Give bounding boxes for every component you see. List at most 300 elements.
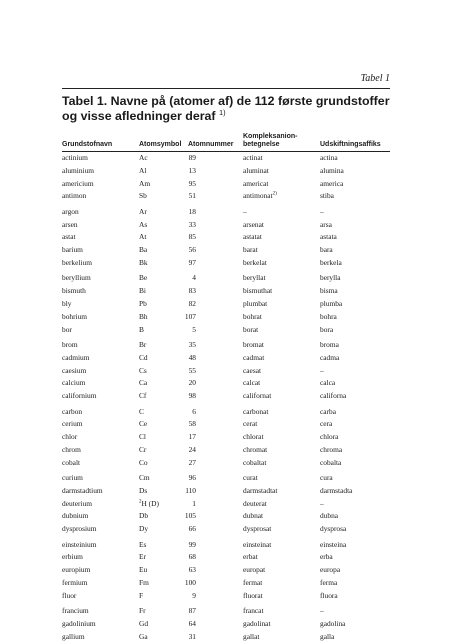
element-symbol-text: Eu [139, 565, 148, 575]
table-row [62, 485, 392, 498]
element-name: chrom [62, 444, 81, 454]
element-name: fermium [62, 578, 88, 588]
element-symbol [139, 390, 146, 403]
complex-anion-name [243, 551, 258, 564]
substitution-prefix: darmstadta [320, 485, 353, 495]
complex-anion-text: borat [243, 324, 259, 334]
table-row [62, 551, 392, 564]
atomic-number: 4 [192, 273, 196, 283]
element-name: carbon [62, 406, 83, 416]
element-symbol-text: Cs [139, 365, 147, 375]
complex-anion-name [243, 152, 263, 165]
complex-anion-name [243, 564, 265, 577]
substitution-prefix: alumina [320, 165, 344, 175]
substitution-prefix: america [320, 178, 344, 188]
element-symbol-text: Er [139, 552, 146, 562]
element-symbol-text: Ca [139, 378, 148, 388]
element-symbol-text: Be [139, 273, 148, 283]
element-name: brom [62, 339, 78, 349]
atomic-number: 56 [188, 245, 196, 255]
complex-anion-name [243, 257, 267, 270]
footnote-mark: 2) [272, 191, 277, 197]
element-name: dubnium [62, 511, 89, 521]
complex-anion-name [243, 298, 267, 311]
complex-anion-name [243, 418, 257, 431]
element-symbol [139, 206, 147, 219]
element-name: einsteinium [62, 539, 97, 549]
element-symbol [139, 444, 146, 457]
complex-anion-name [243, 219, 264, 232]
complex-anion-name [243, 577, 262, 590]
element-name: caesium [62, 365, 87, 375]
element-symbol [139, 165, 146, 178]
complex-anion-name [243, 377, 260, 390]
substitution-prefix: bohra [320, 311, 337, 321]
element-symbol-text: Ce [139, 419, 148, 429]
atomic-number: 6 [192, 406, 196, 416]
element-symbol [139, 551, 146, 564]
substitution-prefix: – [320, 606, 324, 616]
substitution-prefix: dysprosa [320, 524, 347, 534]
table-row [62, 165, 392, 178]
table-header [62, 128, 392, 150]
element-symbol [139, 631, 148, 644]
atomic-number: 1 [192, 498, 196, 508]
element-name: curium [62, 473, 83, 483]
substitution-prefix: berylla [320, 273, 341, 283]
atomic-number: 63 [188, 565, 196, 575]
table-row [62, 377, 392, 390]
complex-anion-text: cobaltat [243, 457, 267, 467]
complex-anion-text: antimonat [243, 191, 273, 201]
element-symbol [139, 618, 148, 631]
complex-anion-name [243, 590, 263, 603]
atomic-number: 68 [188, 552, 196, 562]
substitution-prefix: galla [320, 631, 335, 641]
element-symbol-text: Bh [139, 311, 148, 321]
element-symbol-text: Bi [139, 286, 146, 296]
complex-anion-name [243, 178, 268, 191]
element-symbol [139, 365, 147, 378]
table-row [62, 539, 392, 552]
table-title-text: Tabel 1. Navne på (atomer af) de 112 første grundstoffer og visse afledninger deraf [62, 94, 390, 123]
table-row [62, 510, 392, 523]
table-row [62, 605, 392, 618]
atomic-number: 89 [188, 153, 196, 162]
complex-anion-text: cadmat [243, 352, 265, 362]
element-name: berkelium [62, 257, 92, 267]
complex-anion-text: bismuthat [243, 286, 273, 296]
complex-anion-name [243, 244, 258, 257]
substitution-prefix: stiba [320, 191, 334, 201]
complex-anion-text: chromat [243, 444, 268, 454]
complex-anion-name [243, 510, 263, 523]
element-symbol [139, 285, 146, 298]
substitution-prefix: – [320, 365, 324, 375]
element-symbol-text: Ds [139, 485, 148, 495]
element-symbol-text: Co [139, 457, 148, 467]
atomic-number: 18 [188, 206, 196, 216]
substitution-prefix: gadolina [320, 619, 346, 629]
table-row [62, 444, 392, 457]
element-symbol-text: Fm [139, 578, 149, 588]
element-symbol-text: Cd [139, 352, 148, 362]
atomic-number: 31 [188, 631, 196, 641]
complex-anion-name [243, 444, 267, 457]
table-row [62, 472, 392, 485]
element-symbol-text: Pb [139, 298, 147, 308]
element-symbol [139, 190, 147, 203]
element-name: beryllium [62, 273, 91, 283]
complex-anion-name [243, 498, 267, 511]
complex-anion-name [243, 324, 258, 337]
complex-anion-text: fluorat [243, 590, 263, 600]
complex-anion-text: – [243, 206, 247, 216]
substitution-prefix: europa [320, 565, 341, 575]
element-symbol-text: F [139, 590, 144, 600]
element-name: fluor [62, 590, 77, 600]
atomic-number: 27 [188, 457, 196, 467]
table-row [62, 206, 392, 219]
isotope-mass: 2 [139, 499, 142, 505]
element-symbol [139, 377, 147, 390]
element-name: bohrium [62, 311, 88, 321]
complex-anion-text: americat [243, 178, 269, 188]
complex-anion-name [243, 231, 262, 244]
table-row [62, 498, 392, 511]
atomic-number: 35 [188, 339, 196, 349]
complex-anion-text: fermat [243, 578, 263, 588]
element-name: barium [62, 245, 83, 255]
element-symbol-text: Cr [139, 444, 147, 454]
element-symbol [139, 257, 148, 270]
element-symbol [139, 406, 144, 419]
substitution-prefix: actina [320, 153, 338, 162]
table-row [62, 577, 392, 590]
title-footnote-mark: 1) [219, 107, 226, 117]
complex-anion-text: dysprosat [243, 524, 272, 534]
complex-anion-text: cerat [243, 419, 258, 429]
element-name: cadmium [62, 352, 90, 362]
atomic-number: 66 [188, 524, 196, 534]
table-row [62, 324, 392, 337]
table-row [62, 257, 392, 270]
complex-anion-text: chlorat [243, 432, 264, 442]
substitution-prefix: fluora [320, 590, 338, 600]
element-name: actinium [62, 153, 88, 162]
atomic-number: 64 [188, 619, 196, 629]
substitution-prefix: astata [320, 232, 337, 242]
element-symbol [139, 431, 146, 444]
table-row [62, 564, 392, 577]
element-symbol [139, 590, 143, 603]
substitution-prefix: broma [320, 339, 339, 349]
complex-anion-name [243, 618, 271, 631]
element-symbol-text: Am [139, 178, 151, 188]
element-symbol [139, 510, 148, 523]
element-symbol-text: Cm [139, 473, 150, 483]
element-symbol [139, 352, 148, 365]
element-symbol [139, 539, 146, 552]
element-symbol [139, 605, 146, 618]
atomic-number: 83 [188, 286, 196, 296]
table-row [62, 272, 392, 285]
element-symbol [139, 298, 147, 311]
complex-anion-name [243, 457, 266, 470]
atomic-number: 17 [188, 432, 196, 442]
complex-anion-name [243, 631, 259, 644]
element-symbol-text: Dy [139, 524, 149, 534]
atomic-number: 110 [185, 485, 196, 495]
complex-anion-text: gallat [243, 631, 260, 641]
atomic-number: 97 [188, 257, 196, 267]
complex-anion-name [243, 485, 277, 498]
substitution-prefix: carba [320, 406, 336, 416]
complex-anion-name [243, 352, 264, 365]
element-symbol [139, 472, 150, 485]
atomic-number: 51 [188, 191, 196, 201]
complex-anion-text: darmstadtat [243, 485, 278, 495]
substitution-prefix: dubna [320, 511, 339, 521]
complex-anion-name [243, 472, 258, 485]
complex-anion-text: barat [243, 245, 258, 255]
element-symbol-text: As [139, 219, 148, 229]
complex-anion-text: curat [243, 473, 258, 483]
substitution-prefix: bora [320, 324, 334, 334]
substitution-prefix: erba [320, 552, 333, 562]
element-symbol-text: Fr [139, 606, 146, 616]
table-row [62, 244, 392, 257]
element-symbol [139, 178, 150, 191]
table-row [62, 590, 392, 603]
table-row [62, 178, 392, 191]
element-name: francium [62, 606, 89, 616]
element-name: americium [62, 178, 94, 188]
complex-anion-text: einsteinat [243, 539, 272, 549]
element-name: antimon [62, 191, 87, 201]
element-symbol [139, 523, 148, 536]
substitution-prefix: – [320, 498, 324, 508]
complex-anion-name [243, 165, 269, 178]
element-symbol [139, 244, 147, 257]
complex-anion-text: arsenat [243, 219, 264, 229]
table-title [62, 94, 392, 124]
complex-anion-text: berkelat [243, 257, 267, 267]
substitution-prefix: cera [320, 419, 333, 429]
complex-anion-name [243, 390, 271, 403]
complex-anion-name [243, 539, 271, 552]
atomic-number: 98 [188, 391, 196, 401]
complex-anion-text: bromat [243, 339, 264, 349]
substitution-prefix: arsa [320, 219, 332, 229]
substitution-prefix: einsteina [320, 539, 347, 549]
atomic-number: 85 [188, 232, 196, 242]
substitution-prefix: – [320, 206, 324, 216]
element-name: aluminium [62, 165, 95, 175]
element-name: arsen [62, 219, 78, 229]
complex-anion-text: actinat [243, 153, 263, 162]
substitution-prefix: cobalta [320, 457, 342, 467]
element-name: californium [62, 391, 97, 401]
element-symbol [139, 339, 146, 352]
col-header-prefix: Udskiftningsaffiks [320, 141, 381, 148]
element-symbol-text: Sb [139, 191, 147, 201]
complex-anion-text: calcat [243, 378, 261, 388]
table-row [62, 352, 392, 365]
complex-anion-text: caesat [243, 365, 262, 375]
atomic-number: 48 [188, 352, 196, 362]
table-row [62, 219, 392, 232]
element-symbol-text: Bk [139, 257, 148, 267]
complex-anion-name [243, 339, 264, 352]
col-header-symbol: Atomsymbol [139, 141, 182, 148]
element-symbol-text: H (D) [141, 498, 159, 508]
element-name: europium [62, 565, 91, 575]
table-row [62, 631, 392, 644]
table-row [62, 418, 392, 431]
table-row [62, 618, 392, 631]
substitution-prefix: berkela [320, 257, 342, 267]
element-symbol-text: Ac [139, 153, 148, 162]
element-symbol [139, 231, 146, 244]
col-header-complex-line2: betegnelse [243, 141, 280, 148]
running-head: Tabel 1 [360, 73, 390, 84]
atomic-number: 33 [188, 219, 196, 229]
complex-anion-text: europat [243, 565, 266, 575]
element-symbol-text: Ba [139, 245, 148, 255]
complex-anion-text: californat [243, 391, 272, 401]
complex-anion-name [243, 431, 264, 444]
table-row [62, 190, 392, 203]
atomic-number: 58 [188, 419, 196, 429]
substitution-prefix: cadma [320, 352, 340, 362]
complex-anion-text: francat [243, 606, 264, 616]
element-name: argon [62, 206, 79, 216]
element-symbol [139, 152, 148, 165]
complex-anion-text: astatat [243, 232, 262, 242]
element-symbol-text: Es [139, 539, 147, 549]
element-symbol [139, 485, 147, 498]
element-symbol-text: B [139, 324, 144, 334]
element-symbol-text: C [139, 406, 144, 416]
element-name: dysprosium [62, 524, 97, 534]
table-row [62, 231, 392, 244]
atomic-number: 99 [188, 539, 196, 549]
element-name: gadolinium [62, 619, 96, 629]
table-row [62, 311, 392, 324]
element-symbol-text: Gd [139, 619, 149, 629]
table-row [62, 339, 392, 352]
substitution-prefix: chlora [320, 432, 339, 442]
table-row [62, 390, 392, 403]
atomic-number: 9 [192, 590, 196, 600]
element-symbol-text: Ga [139, 631, 148, 641]
element-symbol-text: Br [139, 339, 147, 349]
element-symbol [139, 311, 148, 324]
element-name: bly [62, 298, 72, 308]
atomic-number: 107 [184, 311, 196, 321]
element-name: cobalt [62, 457, 81, 467]
substitution-prefix: californa [320, 391, 347, 401]
substitution-prefix: cura [320, 473, 333, 483]
element-name: bor [62, 324, 72, 334]
complex-anion-text: gadolinat [243, 619, 271, 629]
atomic-number: 87 [188, 606, 196, 616]
complex-anion-text: plumbat [243, 298, 268, 308]
atomic-number: 96 [188, 473, 196, 483]
header-rule [62, 88, 390, 89]
complex-anion-name [243, 605, 264, 618]
atomic-number: 5 [192, 324, 196, 334]
complex-anion-name [243, 206, 247, 219]
element-symbol [139, 564, 147, 577]
element-name: erbium [62, 552, 83, 562]
element-symbol [139, 272, 147, 285]
table-row [62, 457, 392, 470]
col-header-name: Grundstofnavn [62, 141, 113, 148]
atomic-number: 20 [188, 378, 196, 388]
element-name: cerium [62, 419, 83, 429]
element-symbol [139, 219, 147, 232]
complex-anion-name [243, 311, 262, 324]
table-row [62, 152, 392, 165]
element-symbol-text: Ar [139, 206, 147, 216]
atomic-number: 13 [188, 165, 196, 175]
table-row [62, 285, 392, 298]
element-name: chlor [62, 432, 78, 442]
atomic-number: 24 [188, 444, 196, 454]
complex-anion-text: carbonat [243, 406, 269, 416]
complex-anion-text: beryllat [243, 273, 266, 283]
complex-anion-name [243, 285, 272, 298]
element-symbol [139, 577, 149, 590]
col-header-complex-line1: Kompleksanion- [243, 133, 298, 140]
element-symbol [139, 457, 148, 470]
atomic-number: 95 [188, 178, 196, 188]
element-symbol-text: Cl [139, 432, 146, 442]
atomic-number: 105 [184, 511, 196, 521]
element-name: gallium [62, 631, 85, 641]
atomic-number: 100 [184, 578, 196, 588]
complex-anion-name [243, 190, 277, 203]
element-name: deuterium [62, 498, 92, 508]
table-row [62, 365, 392, 378]
element-name: bismuth [62, 286, 86, 296]
substitution-prefix: bisma [320, 286, 338, 296]
substitution-prefix: calca [320, 378, 336, 388]
complex-anion-name [243, 523, 271, 536]
table-row [62, 298, 392, 311]
complex-anion-text: deuterat [243, 498, 267, 508]
substitution-prefix: plumba [320, 298, 343, 308]
table-row [62, 406, 392, 419]
complex-anion-text: dubnat [243, 511, 264, 521]
complex-anion-name [243, 272, 266, 285]
substitution-prefix: ferma [320, 578, 338, 588]
substitution-prefix: bara [320, 245, 333, 255]
element-symbol-text: Al [139, 165, 147, 175]
complex-anion-text: bohrat [243, 311, 262, 321]
element-symbol-text: At [139, 232, 147, 242]
col-header-complex [243, 133, 297, 149]
complex-anion-text: erbat [243, 552, 258, 562]
complex-anion-name [243, 406, 268, 419]
element-symbol-text: Cf [139, 391, 147, 401]
atomic-number: 82 [188, 298, 196, 308]
table-row [62, 431, 392, 444]
element-name: darmstadtium [62, 485, 103, 495]
element-symbol [139, 324, 144, 337]
